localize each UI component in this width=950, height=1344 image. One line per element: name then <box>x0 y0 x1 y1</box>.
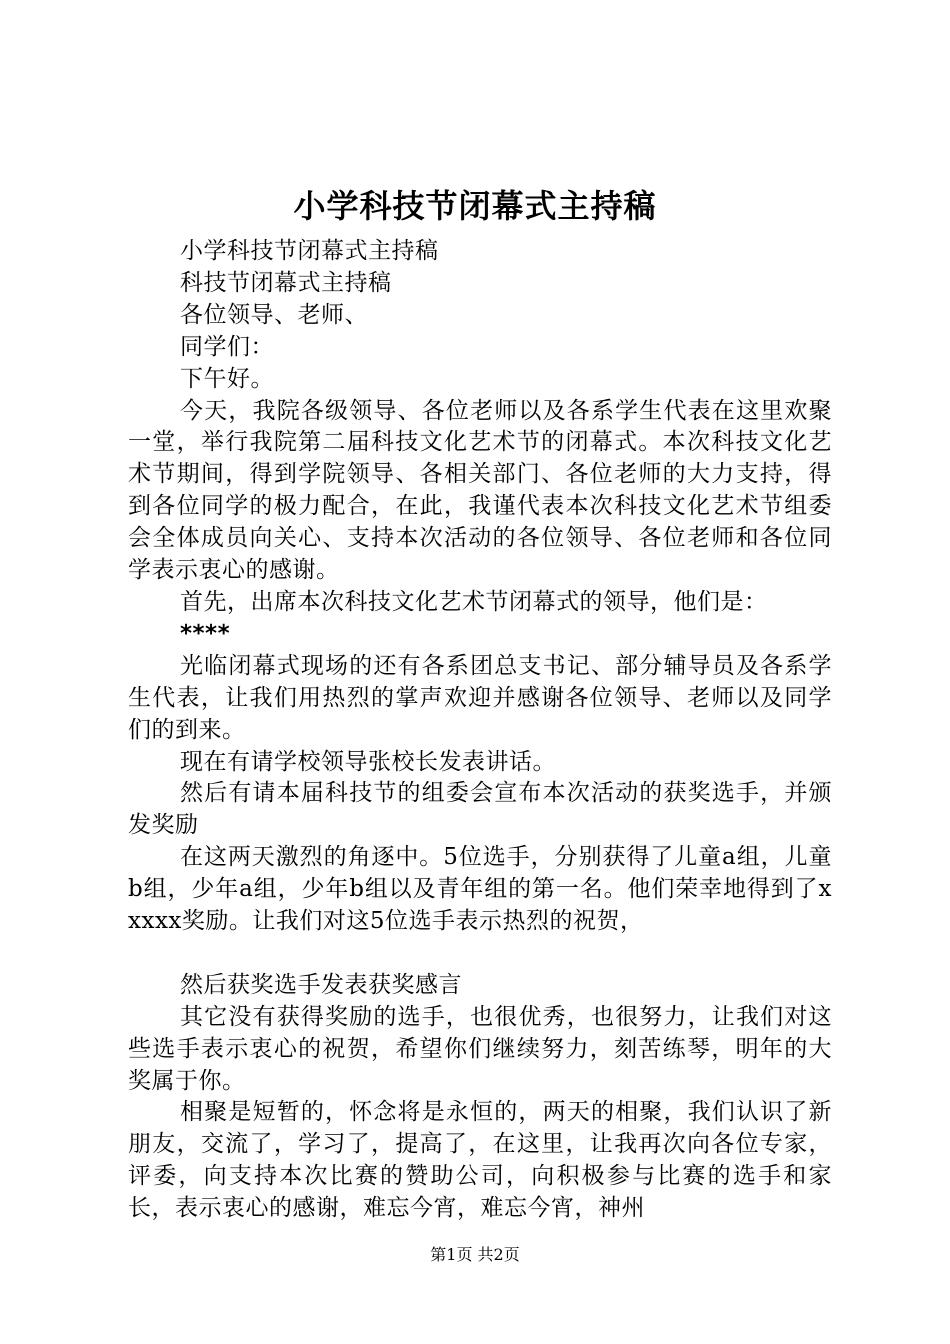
paragraph: 各位领导、老师、 <box>180 301 368 328</box>
document-title: 小学科技节闭幕式主持稿 <box>293 187 657 225</box>
paragraph: 首先，出席本次科技文化艺术节闭幕式的领导，他们是： <box>180 588 768 615</box>
paragraph: 然后获奖选手发表获奖感言 <box>180 971 462 998</box>
document-body <box>128 236 832 1225</box>
paragraph-leaders-placeholder: **** <box>180 620 231 647</box>
paragraph: 相聚是短暂的，怀念将是永恒的，两天的相聚，我们认识了新朋友，交流了，学习了，提高了，在这里，让我再次向各位专家，评委，向支持本次比赛的赞助公司，向积极参与比赛的选手和家长，表示衷心的感谢，难忘今宵，难忘今宵，神州 <box>128 1099 832 1222</box>
paragraph: 其它没有获得奖励的选手，也很优秀，也很努力，让我们对这些选手表示衷心的祝贺，希望你们继续努力，刻苦练琴，明年的大奖属于你。 <box>128 1003 832 1094</box>
paragraph: 小学科技节闭幕式主持稿 <box>180 238 439 264</box>
paragraph: 下午好。 <box>180 365 274 392</box>
page-footer: 第1页 共2页 <box>430 1245 520 1264</box>
paragraph: 今天，我院各级领导、各位老师以及各系学生代表在这里欢聚一堂，举行我院第二届科技文化艺术节的闭幕式。本次科技文化艺术节期间，得到学院领导、各相关部门、各位老师的大力支持，得到各位同学的极力配合，在此，我谨代表本次科技文化艺术节组委会全体成员向关心、支持本次活动的各位领导、各位老师和各位同学表示衷心的感谢。 <box>128 397 832 584</box>
paragraph: 然后有请本届科技节的组委会宣布本次活动的获奖选手，并颁发奖励 <box>128 780 832 839</box>
paragraph: 现在有请学校领导张校长发表讲话。 <box>180 748 556 775</box>
paragraph: 光临闭幕式现场的还有各系团总支书记、部分辅导员及各系学生代表，让我们用热烈的掌声欢迎并感谢各位领导、老师以及同学们的到来。 <box>128 652 832 743</box>
paragraph: 同学们： <box>180 333 274 360</box>
paragraph: 在这两天激烈的角逐中。5位选手，分别获得了儿童a组，儿童b组，少年a组，少年b组以及青年组的第一名。他们荣幸地得到了xxxxx奖励。让我们对这5位选手表示热烈的祝贺， <box>128 844 832 935</box>
blank-line <box>128 938 832 970</box>
paragraph: 科技节闭幕式主持稿 <box>180 269 392 296</box>
